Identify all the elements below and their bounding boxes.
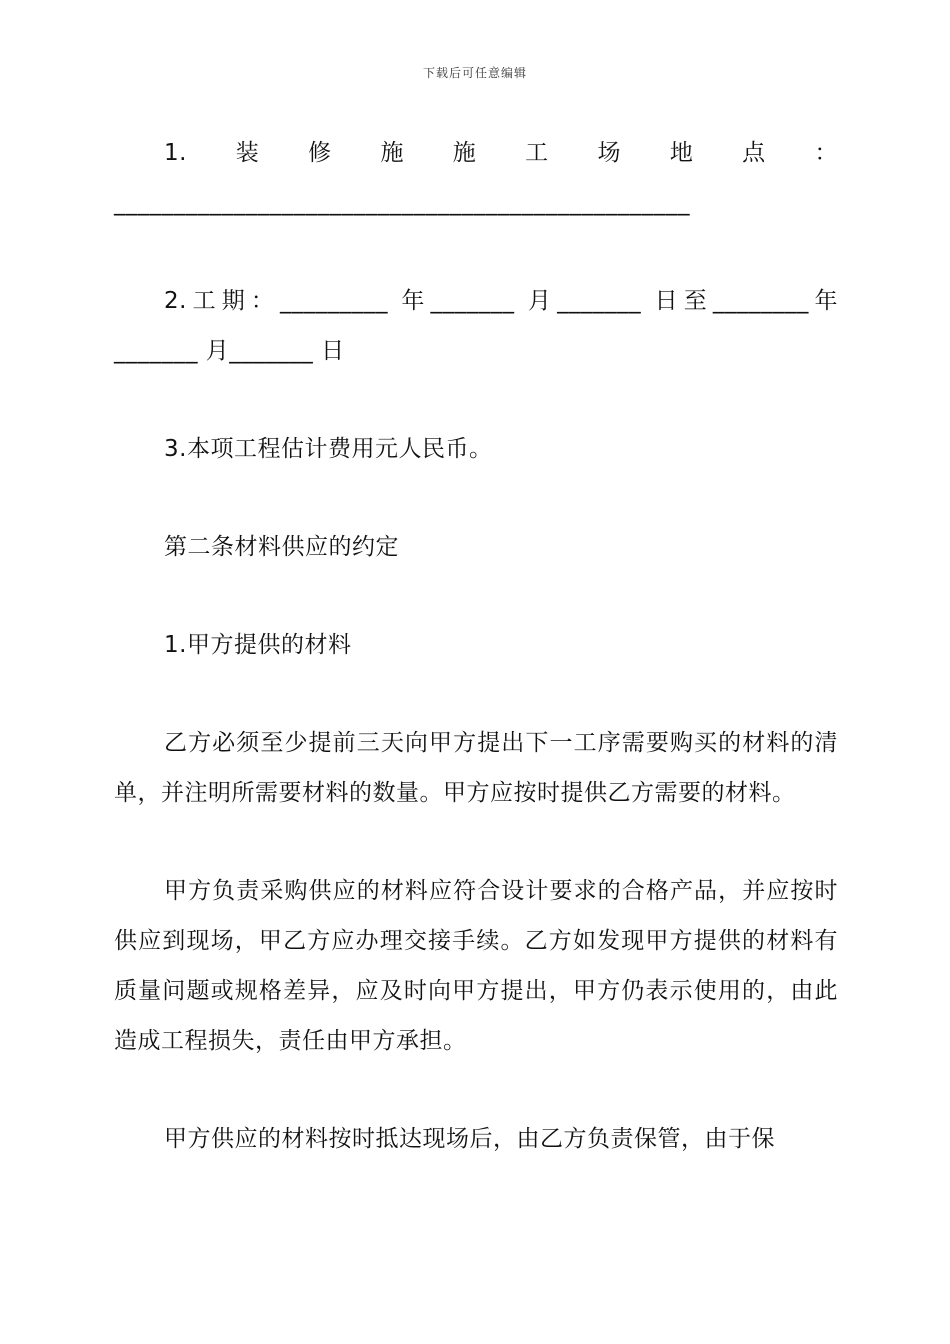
paragraph-material-quality: 甲方负责采购供应的材料应符合设计要求的合格产品，并应按时供应到现场，甲乙方应办理交接手续。乙方如发现甲方提供的材料有质量问题或规格差异，应及时向甲方提出，甲方仍表示使用的，由此造成工程损失，责任由甲方承担。 <box>114 878 838 1054</box>
paragraph-estimated-cost: 3.本项工程估计费用元人民币。 <box>164 436 493 462</box>
page-header-note: 下载后可任意编辑 <box>422 66 527 80</box>
paragraph-material-custody: 甲方供应的材料按时抵达现场后，由乙方负责保管，由于保 <box>164 1126 775 1152</box>
subheading-party-a-materials: 1.甲方提供的材料 <box>164 632 352 658</box>
paragraph-construction-period: 2.工期：_________ 年_______ 月_______ 日至________年_______ 月_______ 日 <box>114 288 838 364</box>
section-heading-material-supply: 第二条材料供应的约定 <box>164 534 399 560</box>
paragraph-site-location: 1.装修施施工场地点：________________________________________________ <box>114 140 838 216</box>
paragraph-material-list-notice: 乙方必须至少提前三天向甲方提出下一工序需要购买的材料的清单，并注明所需要材料的数量。甲方应按时提供乙方需要的材料。 <box>114 730 838 806</box>
document-body <box>114 128 838 1164</box>
